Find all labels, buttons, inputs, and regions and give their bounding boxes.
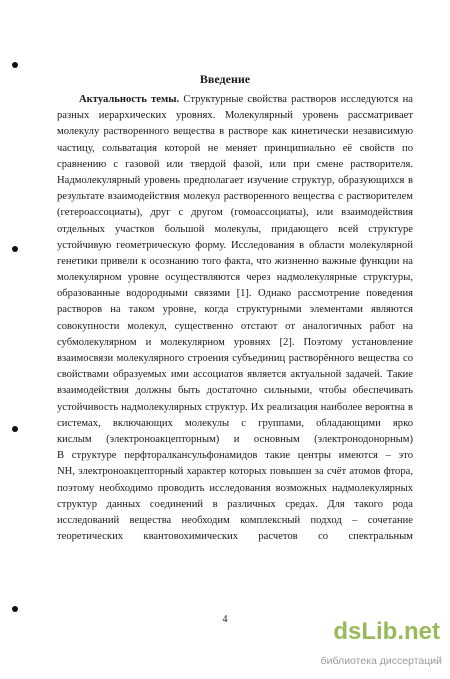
binding-hole-dot (12, 246, 18, 252)
binding-hole-dot (12, 606, 18, 612)
lead-phrase: Актуальность темы. (79, 94, 180, 105)
text-line: частицу, сольватация которой не меняет принципиально её свойств по (57, 142, 413, 154)
binding-hole-dot (12, 426, 18, 432)
text-line: разных иерархических уровнях. Молекулярный уровень рассматривает (57, 110, 413, 122)
text-line: исследований вещества необходим комплексный подход – сочетание (57, 514, 413, 526)
text-line: молекулу растворенного вещества в растворе как кинетически независимую (57, 126, 413, 138)
text-line: NH, электроноакцепторный характер которых повышен за счёт атомов фтора, (57, 466, 413, 478)
text-line: сравнению с газовой или твердой фазой, или при смене растворителя. (57, 158, 413, 170)
text-line: (гетероассоциаты), друг с другом (гомоассоциаты), или взаимодействия (57, 207, 413, 219)
text-line: совокупности молекул, существенно отстают от аналогичных работ на (57, 320, 413, 332)
text-line: результате взаимодействия молекул растворенного вещества с растворителем (57, 191, 413, 203)
text-line: субмолекулярном и молекулярном уровнях [2]. Поэтому установление (57, 336, 413, 348)
text-line: кислым (электроноакцепторным) и основным (электронодонорным) (57, 433, 413, 445)
watermark-tagline: библиотека диссертаций (320, 655, 442, 667)
text-line: образованные водородными связями [1]. Однако рассмотрение поведения (57, 288, 413, 300)
text-line: Актуальность темы. Структурные свойства растворов исследуются на (79, 94, 413, 105)
body-text (57, 92, 413, 545)
text-line: свойствами образуемых ими ассоциатов является актуальной задачей. Такие (57, 369, 413, 381)
text-line: теоретических квантовохимических расчетов со спектральным (57, 531, 413, 543)
text-line: структур данных соединений в различных средах. Для такого рода (57, 498, 413, 510)
text-line: устойчивую геометрическую форму. Исследования в области молекулярной (57, 239, 413, 251)
binding-hole-dot (12, 62, 18, 68)
text-line: Надмолекулярный уровень предполагает изучение структур, образующихся в (57, 174, 413, 186)
svg-text:dsLib.net: dsLib.net (333, 618, 440, 645)
text-line: устойчивость надмолекулярных структур. Их реализация наиболее вероятна в (57, 401, 413, 413)
text-line: молекулярном уровне осуществляются через надмолекулярные структуры, (57, 272, 413, 284)
text-line: взаимосвязи молекулярного строения субъединиц растворённого вещества со (57, 353, 413, 364)
text-line: взаимодействия должны быть достаточно сильными, чтобы обеспечивать (57, 385, 413, 397)
section-heading: Введение (199, 72, 251, 86)
dslib-watermark (320, 611, 442, 671)
text-line: отдельных участков большой молекулы, придающего всей структуре (57, 223, 413, 235)
text-line: генетики привели к осознанию того факта, что жизненно важные функции на (57, 255, 413, 267)
dslib-logo (332, 611, 442, 647)
text-line: растворов на таком уровне, когда структурными элементами являются (57, 304, 413, 316)
text-line: системах, включающих молекулы с группами, обладающими ярко (57, 417, 413, 429)
page-number: 4 (222, 614, 228, 625)
text-line: В структуре перфторалкансульфонамидов такие центры имеются – это (57, 450, 413, 462)
text-line: поэтому необходимо проводить исследования возможных надмолекулярных (57, 482, 413, 494)
